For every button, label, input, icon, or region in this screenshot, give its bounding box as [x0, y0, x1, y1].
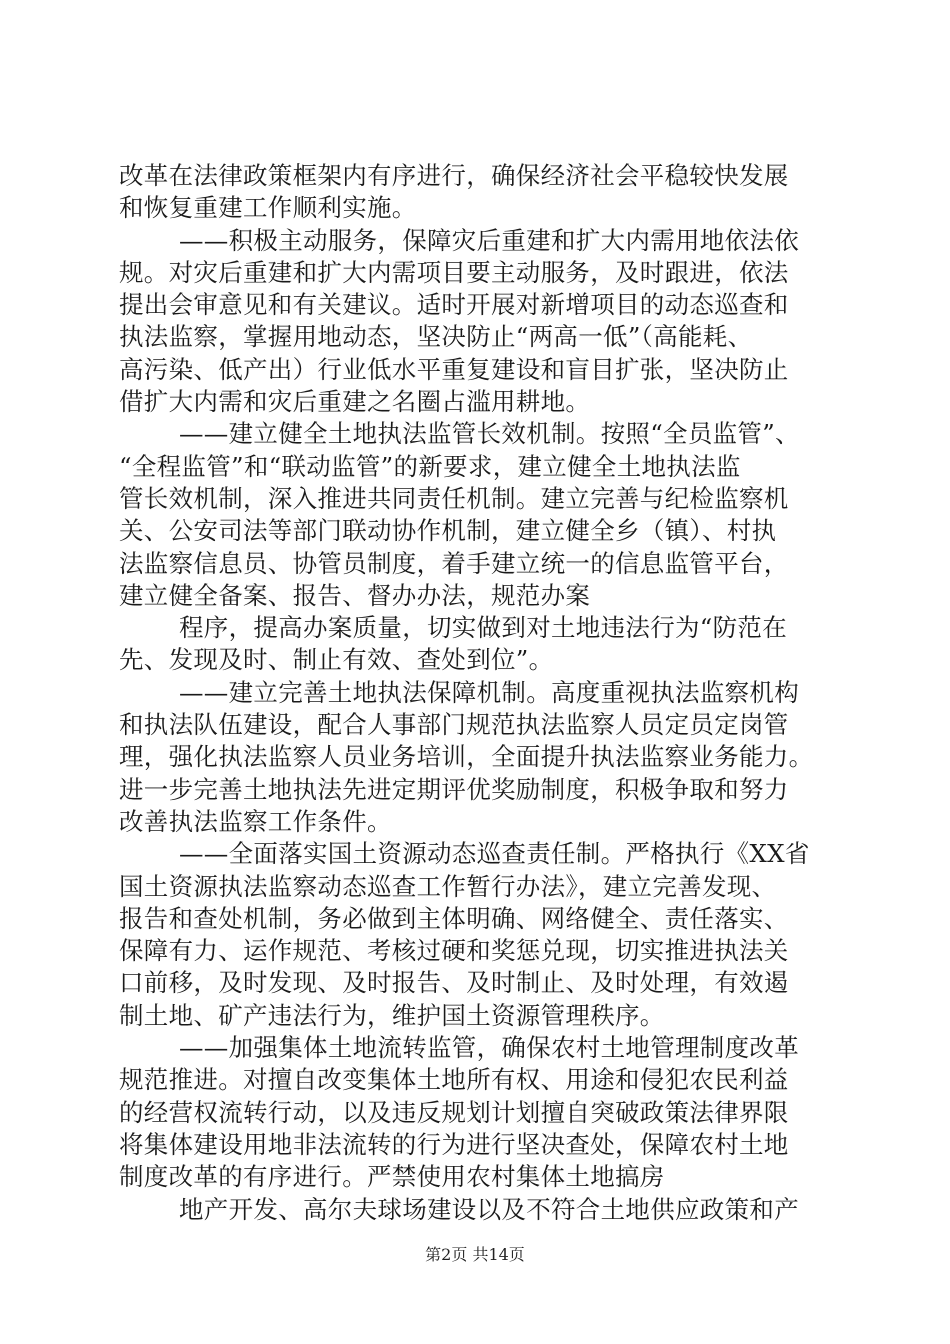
text-line: ——全面落实国土资源动态巡查责任制。严格执行《XX省 [179, 839, 810, 869]
text-line: 规范推进。对擅自改变集体土地所有权、用途和侵犯农民利益 [119, 1065, 789, 1095]
text-line: 的经营权流转行动，以及违反规划计划擅自突破政策法律界限 [119, 1097, 789, 1127]
text-line: 建立健全备案、报告、督办办法，规范办案 [119, 580, 591, 610]
text-line: 和恢复重建工作顺利实施。 [119, 193, 417, 223]
text-line: “全程监管”和“联动监管”的新要求，建立健全土地执法监 [119, 451, 741, 481]
text-line: 提出会审意见和有关建议。适时开展对新增项目的动态巡查和 [119, 290, 789, 320]
text-line: 和执法队伍建设，配合人事部门规范执法监察人员定员定岗管 [119, 710, 789, 740]
text-line: 关、公安司法等部门联动协作机制，建立健全乡（镇）、村执 [119, 516, 777, 546]
text-line: 进一步完善土地执法先进定期评优奖励制度，积极争取和努力 [119, 774, 789, 804]
text-line: 先、发现及时、制止有效、查处到位”。 [119, 645, 554, 675]
text-line: 程序，提高办案质量，切实做到对土地违法行为“防范在 [179, 613, 788, 643]
text-line: 口前移，及时发现、及时报告、及时制止、及时处理，有效遏 [119, 968, 789, 998]
text-line: ——加强集体土地流转监管，确保农村土地管理制度改革 [179, 1033, 799, 1063]
text-line: 国土资源执法监察动态巡查工作暂行办法》，建立完善发现、 [119, 871, 777, 901]
text-line: 借扩大内需和灾后重建之名圈占滥用耕地。 [119, 387, 591, 417]
text-line: 规。对灾后重建和扩大内需项目要主动服务，及时跟进，依法 [119, 257, 789, 287]
document-body [119, 160, 839, 1226]
page-footer: 第2页 共14页 [425, 1245, 525, 1264]
text-line: 改善执法监察工作条件。 [119, 806, 392, 836]
text-line: 制土地、矿产违法行为，维护国土资源管理秩序。 [119, 1000, 665, 1030]
text-line: ——建立健全土地执法监管长效机制。按照“全员监管”、 [179, 419, 800, 449]
text-line: 执法监察，掌握用地动态，坚决防止“两高一低”（高能耗、 [119, 322, 753, 352]
text-line: 理，强化执法监察人员业务培训，全面提升执法监察业务能力。 [119, 742, 814, 772]
text-line: 报告和查处机制，务必做到主体明确、网络健全、责任落实、 [119, 903, 789, 933]
text-line: ——建立完善土地执法保障机制。高度重视执法监察机构 [179, 677, 799, 707]
text-line: 将集体建设用地非法流转的行为进行坚决查处，保障农村土地 [119, 1129, 789, 1159]
text-line: 制度改革的有序进行。严禁使用农村集体土地搞房 [119, 1162, 665, 1192]
text-line: 改革在法律政策框架内有序进行，确保经济社会平稳较快发展 [119, 161, 789, 190]
text-line: 管长效机制，深入推进共同责任机制。建立完善与纪检监察机 [119, 483, 789, 513]
text-line: 高污染、低产出）行业低水平重复建设和盲目扩张，坚决防止 [119, 354, 789, 384]
text-line: 地产开发、高尔夫球场建设以及不符合土地供应政策和产 [179, 1194, 799, 1224]
text-line: ——积极主动服务，保障灾后重建和扩大内需用地依法依 [179, 225, 799, 255]
text-line: 法监察信息员、协管员制度，着手建立统一的信息监管平台， [119, 548, 789, 578]
text-line: 保障有力、运作规范、考核过硬和奖惩兑现，切实推进执法关 [119, 936, 789, 966]
